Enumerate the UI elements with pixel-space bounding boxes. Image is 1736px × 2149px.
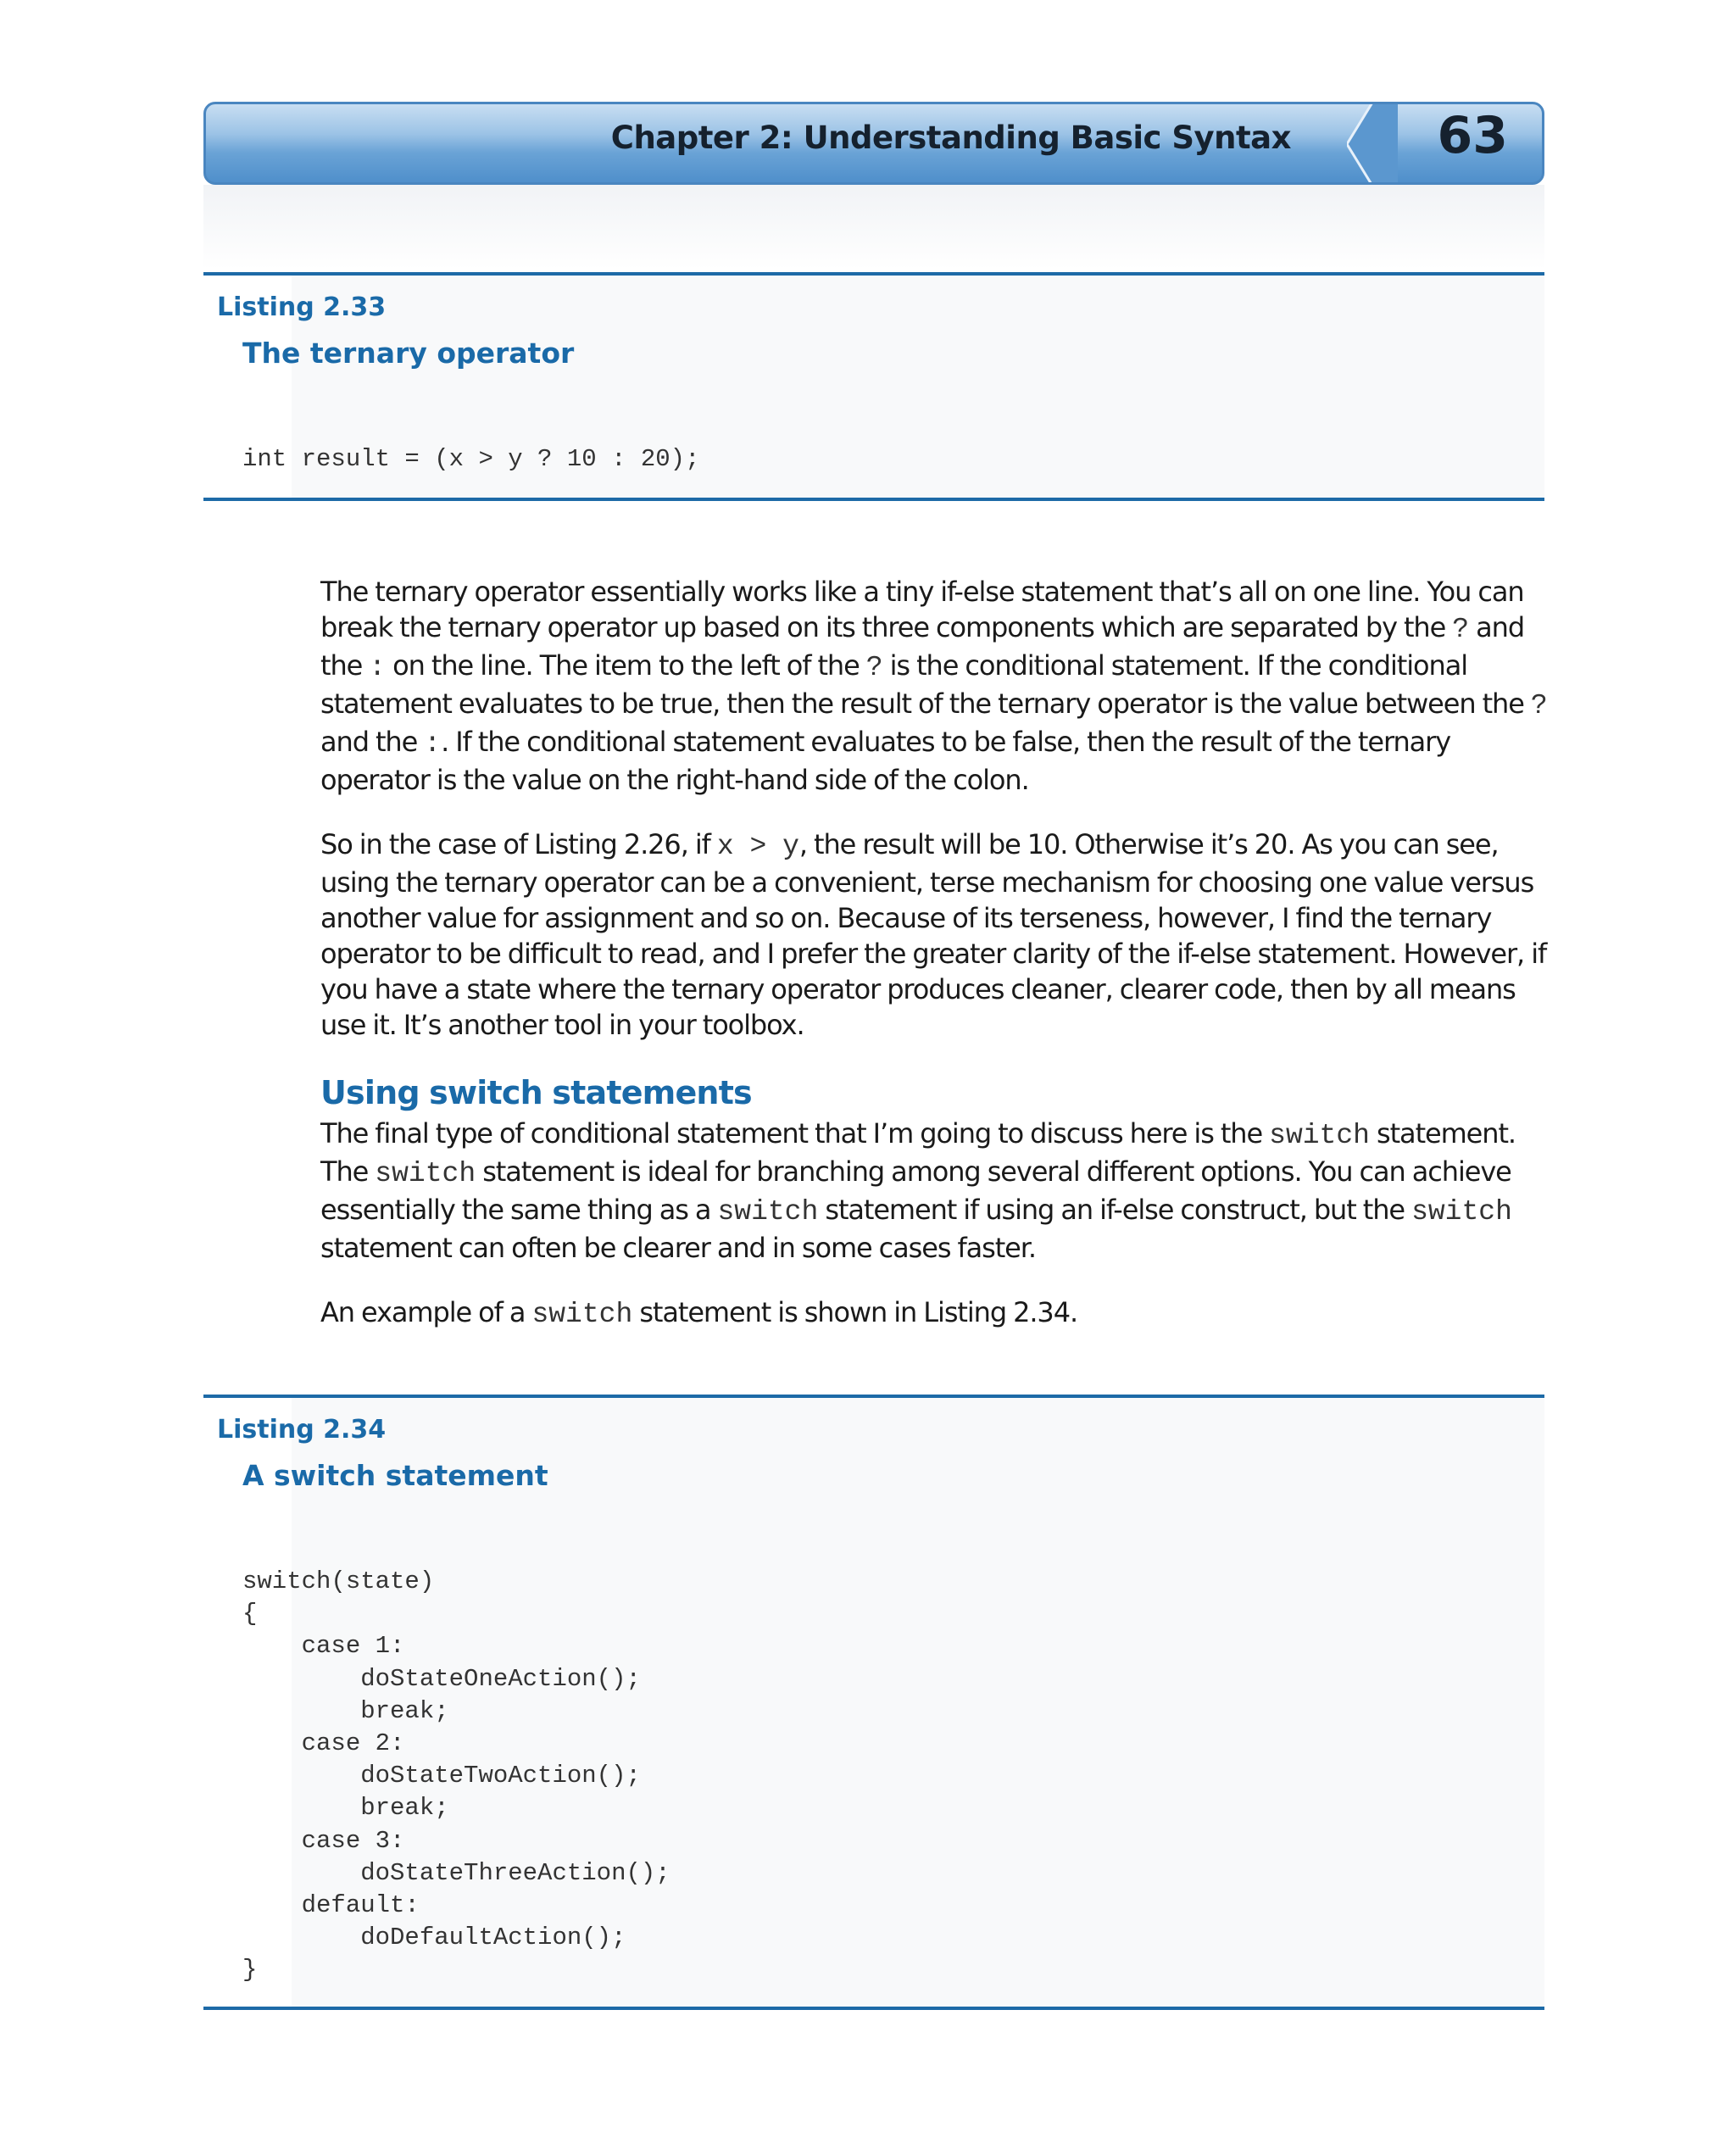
listing-number: Listing 2.34 (217, 1415, 387, 1445)
text-run: . If the conditional statement evaluates to be false, then the result of the ternary operator is the value on the right-hand side of the colon. (320, 726, 1451, 796)
text-run: , the result will be 10. Otherwise it’s 20. As you can see, using the ternary operator can be a convenient, terse mechanism for choosing one value versus another value for assignment and so on. Because of its terseness, however, I find the ternary operator to be difficult to read, and I prefer the greater clarity of the if-else statement. However, if you have a state where the ternary operator produces cleaner, clearer code, then by all means use it. It’s another tool in your toolbox. (320, 828, 1547, 1041)
text-run: on the line. The item to the left of the (386, 649, 866, 682)
inline-code: switch (1269, 1120, 1370, 1151)
inline-code: switch (717, 1196, 819, 1228)
inline-code: switch (375, 1158, 476, 1189)
inline-code: : (369, 652, 387, 683)
listing-number: Listing 2.33 (217, 292, 387, 322)
paragraph-switch-example (320, 1294, 1558, 1333)
text-run: So in the case of Listing 2.26, if (320, 828, 717, 860)
inline-code: switch (1411, 1196, 1512, 1228)
text-run: statement is shown in Listing 2.34. (632, 1296, 1078, 1328)
text-run: and the (320, 726, 425, 758)
page-number: 63 (1437, 106, 1508, 165)
code-block: int result = (x > y ? 10 : 20); (242, 445, 700, 473)
text-run: The final type of conditional statement that I’m going to discuss here is the (320, 1117, 1270, 1150)
text-run: An example of a (320, 1296, 532, 1328)
code-block: switch(state) { case 1: doStateOneAction(); break; case 2: doStateTwoAction(); break; case 3: doStateThreeAction(); default: doDefaultAction(); } (242, 1567, 670, 1985)
text-run: statement is ideal for branching among several different options. You can achieve essentially the same thing as a (320, 1155, 1511, 1226)
text-run: is the conditional statement. If the conditional statement evaluates to be true, then the result of the ternary operator is the value between the (320, 649, 1531, 720)
inline-code: switch (531, 1299, 633, 1330)
text-run: statement if using an if-else construct, but the (818, 1194, 1412, 1226)
listing-caption: The ternary operator (242, 337, 575, 370)
listing-caption: A switch statement (242, 1459, 548, 1492)
paragraph-ternary-usage (320, 827, 1558, 1043)
text-run: and the (320, 611, 1525, 682)
chapter-header-banner (203, 102, 1544, 185)
inline-code: x > y (716, 831, 799, 862)
body-text (320, 574, 1558, 1361)
inline-code: : (424, 728, 442, 760)
header-shade (203, 185, 1544, 270)
listing-2-33 (203, 272, 1544, 501)
inline-code: ? (865, 652, 883, 683)
inline-code: ? (1452, 614, 1470, 645)
listing-2-34 (203, 1395, 1544, 2010)
text-run: The ternary operator essentially works like a tiny if-else statement that’s all on one line. You can break the ternary operator up based on its three components which are separated by the (320, 576, 1524, 643)
section-heading: Using switch statements (320, 1074, 752, 1111)
paragraph-ternary-explanation (320, 574, 1558, 798)
paragraph-switch-intro (320, 1116, 1558, 1266)
text-run: statement can often be clearer and in some cases faster. (320, 1232, 1036, 1264)
chapter-title: Chapter 2: Understanding Basic Syntax (610, 120, 1291, 156)
text-run: statement. The (320, 1117, 1516, 1188)
banner-chevron-divider (1347, 103, 1398, 185)
inline-code: ? (1530, 690, 1548, 721)
